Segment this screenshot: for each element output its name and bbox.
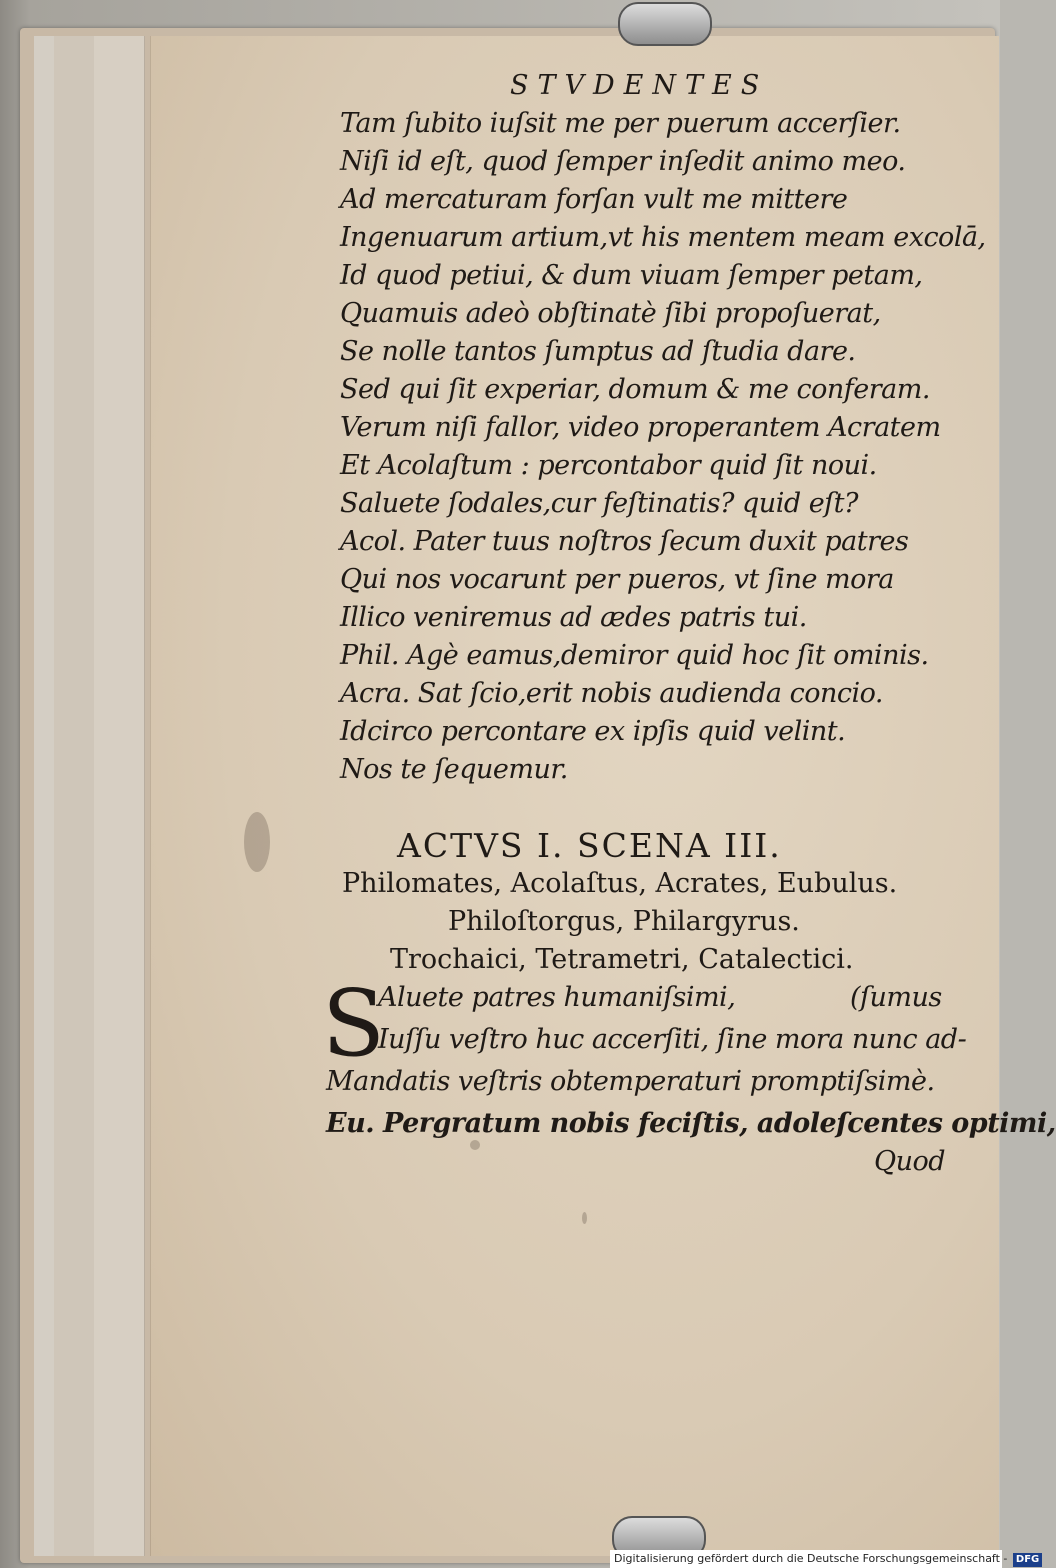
cast-list: Philoſtorgus, Philargyrus. <box>448 906 800 937</box>
credit-text: Digitalisierung gefördert durch die Deutsche Forschungsgemeinschaft - <box>614 1552 1008 1565</box>
act-heading: ACTVS I. SCENA III. <box>397 826 782 865</box>
verse-line: Niſi id eſt, quod ſemper inſedit animo meo. <box>340 146 906 177</box>
verse-line: Et Acolaſtum : percontabor quid ſit noui. <box>340 450 877 481</box>
verse-line: Saluete ſodales,cur feſtinatis? quid eſt? <box>340 488 858 519</box>
scene-line: Iuſſu veſtro huc accerſiti, ſine mora nunc ad- <box>378 1024 967 1055</box>
scene-line: Aluete patres humaniſsimi, <box>378 982 736 1013</box>
verse-line: Se nolle tantos ſumptus ad ſtudia dare. <box>340 336 856 367</box>
dfg-logo-icon: DFG <box>1013 1553 1042 1567</box>
verse-line: Illico veniremus ad ædes patris tui. <box>340 602 807 633</box>
verse-line: Quamuis adeò obſtinatè ſibi propoſuerat, <box>340 298 881 329</box>
cast-list: Philomates, Acolaſtus, Acrates, Eubulus. <box>342 868 898 899</box>
scene-aside: (ſumus <box>850 982 942 1013</box>
scene-line: Eu. Pergratum nobis feciſtis, adoleſcentes optimi, <box>326 1108 1056 1139</box>
verse-line: Idcirco percontare ex ipſis quid velint. <box>340 716 846 747</box>
scene-line: Mandatis veſtris obtemperaturi promptiſsimè. <box>326 1066 935 1097</box>
verse-line: Acra. Sat ſcio,erit nobis audienda concio. <box>340 678 883 709</box>
verse-line: Id quod petiui, & dum viuam ſemper petam, <box>340 260 923 291</box>
catchword: Quod <box>874 1146 946 1177</box>
meter-note: Trochaici, Tetrametri, Catalectici. <box>390 944 854 975</box>
verse-line: Ingenuarum artium,vt his mentem meam excolā, <box>340 222 986 253</box>
verse-line: Verum niſi fallor, video properantem Acratem <box>340 412 941 443</box>
verse-line: Acol. Pater tuus noſtros ſecum duxit patres <box>340 526 909 557</box>
verse-line: Nos te ſequemur. <box>340 754 568 785</box>
running-head: STVDENTES <box>510 70 769 101</box>
drop-cap: S <box>322 970 386 1077</box>
verse-line: Ad mercaturam forſan vult me mittere <box>340 184 848 215</box>
verse-line: Qui nos vocarunt per pueros, vt ſine mora <box>340 564 894 595</box>
verse-line: Phil. Agè eamus,demiror quid hoc ſit ominis. <box>340 640 929 671</box>
digitization-credit <box>610 1550 1040 1568</box>
verse-line: Tam ſubito iuſsit me per puerum accerſier. <box>340 108 901 139</box>
verse-line: Sed qui ſit experiar, domum & me conferam. <box>340 374 930 405</box>
